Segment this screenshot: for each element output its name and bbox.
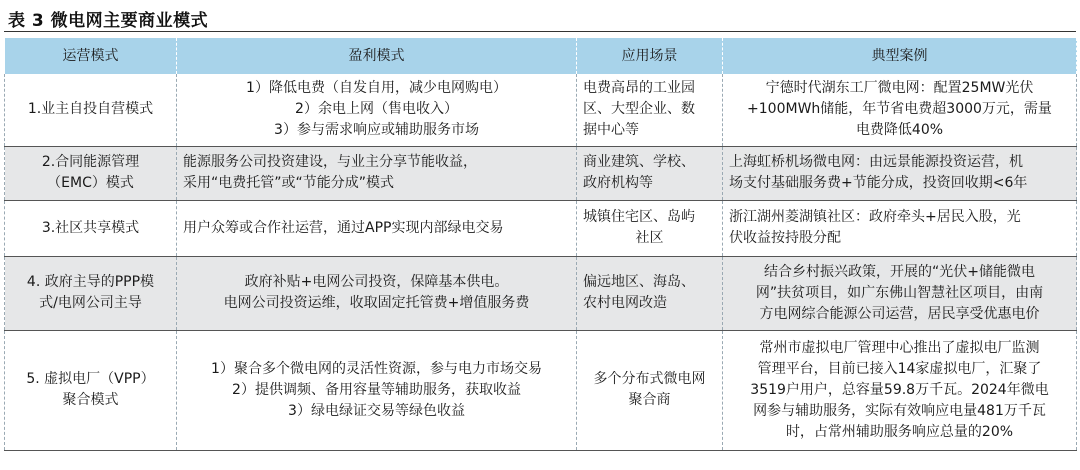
header-mode: 运营模式: [5, 38, 177, 74]
cell-profit: [177, 146, 577, 200]
table-row: [5, 256, 1077, 330]
cell-text: 农村电网改造: [583, 295, 667, 311]
cell-text: 管理平台，目前已接入14家虚拟电厂，汇聚了: [757, 360, 1042, 377]
cell-text: （EMC）模式: [47, 175, 134, 191]
cell-text: 城镇住宅区、岛屿: [583, 209, 695, 225]
cell-text: 式/电网公司主导: [39, 295, 142, 311]
cell-text: 结合乡村振兴政策，开展的“光伏+储能微电: [764, 263, 1035, 280]
cell-profit: [177, 256, 577, 330]
cell-text: 4. 政府主导的PPP模: [26, 274, 155, 290]
cell-case: [723, 74, 1077, 146]
cell-text: 3.社区共享模式: [41, 219, 140, 236]
cell-text: 聚合模式: [62, 392, 119, 408]
cell-text: 电网公司投资运维，收取固定托管费+增值服务费: [223, 295, 530, 311]
table-header-row: [5, 38, 1077, 74]
cell-text: 偏远地区、海岛、: [583, 274, 695, 290]
table-row: [5, 146, 1077, 200]
cell-case: [723, 256, 1077, 330]
table-row: [5, 200, 1077, 256]
cell-text: 社区: [635, 230, 664, 246]
cell-mode: [5, 74, 177, 146]
cell-text: 聚合商: [628, 392, 671, 408]
cell-text: 3）参与需求响应或辅助服务市场: [274, 122, 479, 139]
cell-text: 方电网综合能源公司运营，居民享受优惠电价: [759, 305, 1040, 322]
cell-text: +100MWh储能，年节省电费超3000万元，需量: [747, 101, 1052, 118]
caption-rule: [4, 31, 1076, 32]
cell-text: 5. 虚拟电厂（VPP）: [26, 371, 155, 387]
cell-text: 网参与辅助服务，实际有效响应电量481万千瓦: [753, 402, 1046, 419]
cell-mode: [5, 146, 177, 200]
cell-text: 电费高昂的工业园: [583, 80, 695, 97]
cell-scene: [577, 74, 723, 146]
cell-scene: [577, 256, 723, 330]
cell-text: 政府机构等: [583, 175, 653, 191]
table-row: [5, 74, 1077, 146]
cell-text: 多个分布式微电网: [593, 371, 706, 387]
cell-text: 区、大型企业、数: [583, 101, 695, 118]
cell-text: 1）降低电费（自发自用，减少电网购电）: [246, 80, 507, 97]
cell-text: 2）余电上网（售电收入）: [295, 101, 458, 118]
cell-case: [723, 200, 1077, 256]
business-model-table: [4, 38, 1077, 451]
cell-mode: [5, 256, 177, 330]
cell-text: 宁德时代湖东工厂微电网：配置25MW光伏: [765, 80, 1034, 97]
table-caption: 表 3 微电网主要商业模式: [8, 11, 209, 31]
cell-text: 伏收益按持股分配: [729, 230, 841, 246]
cell-text: 用户众筹或合作社运营，通过APP实现内部绿电交易: [183, 219, 504, 236]
cell-text: 据中心等: [583, 122, 639, 139]
cell-text: 上海虹桥机场微电网：由远景能源投资运营，机: [729, 154, 1023, 170]
cell-profit: [177, 330, 577, 450]
cell-scene: [577, 200, 723, 256]
cell-text: 3）绿电绿证交易等绿色收益: [288, 402, 465, 419]
cell-text: 2.合同能源管理: [41, 154, 140, 170]
cell-text: 采用“电费托管”或“节能分成”模式: [183, 175, 395, 191]
header-profit: 盈利模式: [177, 38, 577, 74]
cell-text: 1.业主自投自营模式: [27, 101, 154, 118]
cell-text: 3519户用户，总容量59.8万千瓦。2024年微电: [750, 381, 1049, 398]
cell-scene: [577, 146, 723, 200]
cell-text: 2）提供调频、备用容量等辅助服务，获取收益: [232, 381, 521, 398]
cell-scene: [577, 330, 723, 450]
cell-text: 政府补贴+电网公司投资，保障基本供电。: [244, 274, 509, 290]
table-row: [5, 330, 1077, 450]
cell-text: 时，占常州辅助服务响应总量的20%: [785, 423, 1014, 440]
cell-profit: [177, 200, 577, 256]
cell-text: 1）聚合多个微电网的灵活性资源，参与电力市场交易: [211, 360, 542, 377]
cell-profit: [177, 74, 577, 146]
cell-text: 场支付基础服务费+节能分成，投资回收期<6年: [729, 175, 1028, 191]
cell-mode: [5, 200, 177, 256]
cell-text: 电费降低40%: [855, 122, 944, 139]
cell-text: 常州市虚拟电厂管理中心推出了虚拟电厂监测: [759, 339, 1040, 356]
header-case: 典型案例: [723, 38, 1077, 74]
cell-case: [723, 146, 1077, 200]
cell-mode: [5, 330, 177, 450]
cell-case: [723, 330, 1077, 450]
cell-text: 网”扶贫项目，如广东佛山智慧社区项目，由南: [755, 284, 1044, 301]
header-scene: 应用场景: [577, 38, 723, 74]
cell-text: 能源服务公司投资建设，与业主分享节能收益，: [183, 154, 477, 170]
cell-text: 浙江湖州菱湖镇社区：政府牵头+居民入股，光: [729, 209, 1021, 225]
cell-text: 商业建筑、学校、: [583, 154, 695, 170]
